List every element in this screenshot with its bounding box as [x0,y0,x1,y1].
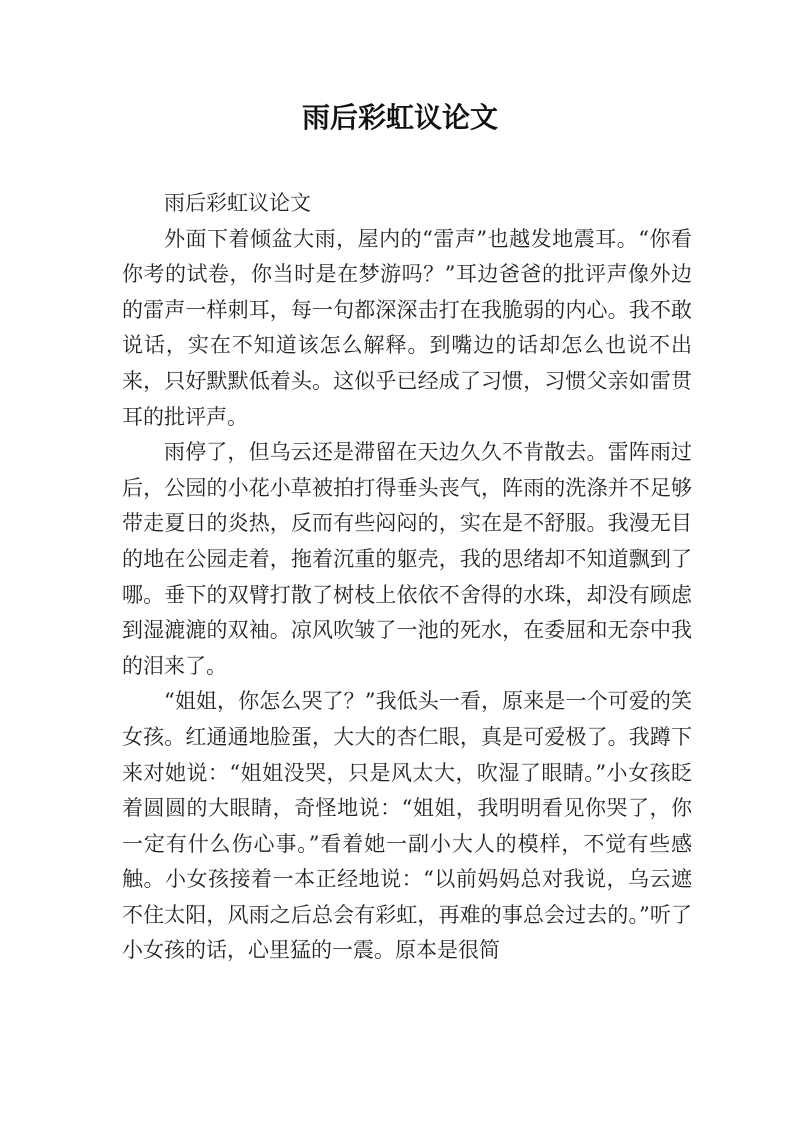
paragraph: 雨后彩虹议论文 [164,191,311,215]
paragraph: “姐姐，你怎么哭了？”我低头一看，原来是一个可爱的笑女孩。红通通地脸蛋，大大的杏仁眼，真是可爱极了。我蹲下来对她说：“姐姐没哭，只是风太大，吹湿了眼睛。”小女孩眨着圆圆的大眼睛，奇怪地说：“姐姐，我明明看见你哭了，你一定有什么伤心事。”看着她一副小大人的模样，不觉有些感触。小女孩接着一本正经地说：“以前妈妈总对我说，乌云遮不住太阳，风雨之后总会有彩虹，再难的事总会过去的。”听了小女孩的话，心里猛的一震。原本是很简 [122,689,692,963]
paragraph: 雨停了，但乌云还是滞留在天边久久不肯散去。雷阵雨过后，公园的小花小草被拍打得垂头丧气，阵雨的洗涤并不足够带走夏日的炎热，反而有些闷闷的，实在是不舒服。我漫无目的地在公园走着，拖着沉重的躯壳，我的思绪却不知道飘到了哪。垂下的双臂打散了树枝上依依不舍得的水珠，却没有顾虑到湿漉漉的双袖。凉风吹皱了一池的死水，在委屈和无奈中我的泪来了。 [122,440,692,678]
document-body [122,186,692,969]
document-title: 雨后彩虹议论文 [301,101,498,134]
paragraph: 外面下着倾盆大雨，屋内的“雷声”也越发地震耳。“你看你考的试卷，你当时是在梦游吗？”耳边爸爸的批评声像外边的雷声一样刺耳，每一句都深深击打在我脆弱的内心。我不敢说话，实在不知道该怎么解释。到嘴边的话却怎么也说不出来，只好默默低着头。这似乎已经成了习惯，习惯父亲如雷贯耳的批评声。 [122,226,692,429]
